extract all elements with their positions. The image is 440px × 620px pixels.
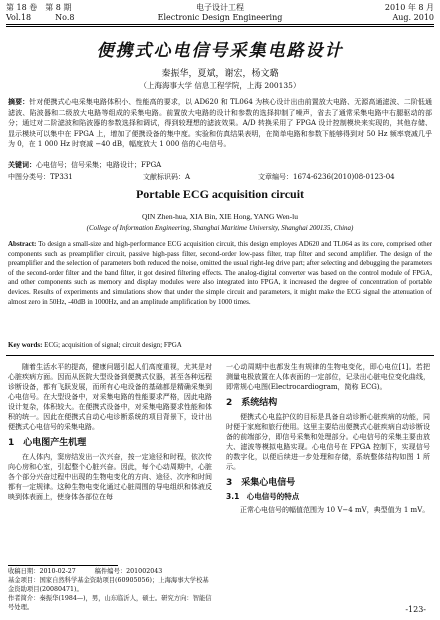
abstract-cn xyxy=(8,97,432,150)
fund-project: 基金项目：国家自然科学基金资助项目(60905056)；上海海事大学校基金资助项目(20080471)。 xyxy=(8,577,209,593)
keywords-cn xyxy=(8,160,432,170)
clc-number: 中图分类号：TP331 xyxy=(8,173,73,181)
keywords-en xyxy=(8,341,432,349)
abstract-en xyxy=(8,240,432,307)
body-column-left xyxy=(8,362,212,504)
paper-title-en: Portable ECG acquisition circuit xyxy=(135,187,305,201)
keywords-cn-text: 心电信号；信号采集；电路设计；FPGA xyxy=(36,161,162,169)
author-bio: 作者简介：秦振华(1984—)，男，山东临沂人，硕士。研究方向：智能信号处理。 xyxy=(8,595,212,611)
keywords-en-text: ECG; acquisition of signal; circuit design; FPGA xyxy=(44,341,182,349)
affiliation-en: (College of Information Engineering, Shanghai Maritime University, Shanghai 200135, China) xyxy=(86,224,354,232)
section-3-1-paragraph: 正常心电信号的幅值范围为 10 V−4 mV，典型值为 1 mV。 xyxy=(240,506,430,514)
page-number: -123- xyxy=(405,605,426,614)
volume-cn: 第 18 卷 第 8 期 xyxy=(6,3,72,12)
body-column-right xyxy=(226,362,430,517)
abstract-en-text: To design a small-size and high-performance ECG acquisition circuit, this design employes AD620 and TL064 as its core, comprised other components such as preamplifier circuit, passive high-pass filter, second-order low-pass filter, trap filter and second amplifier. The design of the preamplifier and the selection of parameters both reduced the noise, omitted the usual right-leg drive part; after selecting and debugging the parameters of the second-order filter and the band filter, it got desired filtering effects. The analog-digital converter was based on the control module of FPGA, and other components such as memory and display modules were also integrated into FPGA, it increased the degree of concentration of portable devices. Results of experiments and simulations show that under the simple circuit and parameters, it might make the ECG signal the attenuation of almost zero in 50Hz, -40dB in 1000Hz, and an amplitude amplification by 1000 times. xyxy=(8,240,433,306)
authors-cn: 秦振华，夏斌，谢宏，杨文璐 xyxy=(161,69,279,79)
date-cn: 2010 年 8 月 xyxy=(384,3,434,12)
volume-en: Vol.18 No.8 xyxy=(6,13,75,22)
abstract-cn-label: 摘要： xyxy=(8,97,30,106)
keywords-cn-label: 关键词： xyxy=(8,160,36,169)
article-number: 文章编号：1674-6236(2010)08-0123-04 xyxy=(258,173,395,181)
received-date: 收稿日期：2010-02-27 稿件编号：201002043 xyxy=(8,568,163,575)
classification-meta xyxy=(8,172,432,182)
footnote-rule xyxy=(8,565,118,566)
affiliation-cn: （上海海事大学 信息工程学院，上海 200135） xyxy=(139,81,301,90)
authors-en: QIN Zhen-hua, XIA Bin, XIE Hong, YANG Wen-lu xyxy=(141,212,299,221)
section-1-paragraph: 在人体内，窦房结发出一次兴奋，按一定途径和时程，依次传向心房和心室，引起整个心脏兴奋。因此，每个心动周期中，心脏各个部分兴奋过程中出现的生物电变化的方向、途径、次序和时间都有一定规律。这种生物电变化通过心脏周围的导电组织和体液反映到体表面上，使身体各部位在每 xyxy=(8,453,212,501)
issue-date xyxy=(354,3,434,23)
section-heading-3: 3 采集心电信号 xyxy=(226,478,296,488)
date-en: Aug. 2010 xyxy=(392,13,434,22)
document-code: 文献标识码：A xyxy=(143,173,191,181)
header-rule xyxy=(6,24,434,25)
running-header xyxy=(6,3,434,25)
intro-paragraph: 随着生活水平的提高，健康问题引起人们高度重视，尤其是对心脏疾病方面。因而从医院大型设备到便携式仪器，甚至各种远程诊断设备，都有飞跃发展，而所有心电设备的基础都是精确采集到心电信号。在大型设备中，对采集电路的性能要求严格，因此电路设计复杂，体积较大。在便携式设备中，对采集电路要求性能和体积的统一。因此在便携式自动心电诊断系统的项目背景下，设计出便携式心电信号的采集电路。 xyxy=(8,363,212,431)
section-2-paragraph: 便携式心电监护仪的目标是具备自动诊断心脏疾病的功能，同时便于家庭和旅行使用。这里主要给出便携式心脏疾病自动诊断设备的前端部分，即信号采集和处理部分。心电信号的采集主要由放大、滤波等模拟电路实现。心电信号在 FPGA 控制下，实现信号的数字化，以便后续进一步处理和存储，系统整体结构如图 1 所示。 xyxy=(226,413,430,471)
abstract-en-label: Abstract: xyxy=(8,240,37,248)
journal-name-en: Electronic Design Engineering xyxy=(157,13,283,22)
journal-name-cn: 电子设计工程 xyxy=(196,3,244,12)
keywords-en-label: Key words: xyxy=(8,341,43,349)
paper-title-cn: 便携式心电信号采集电路设计 xyxy=(96,41,344,61)
subsection-heading-3-1: 3.1 心电信号的特点 xyxy=(226,492,300,501)
continued-paragraph: 一心动周期中也都发生有规律的生物电变化，即心电位[1]。若把测量电极放置在人体表面的一定部位，记录出心脏电位变化曲线，即常规心电图(Electrocardiogram，简称 ECG)。 xyxy=(226,363,430,391)
section-heading-1: 1 心电图产生机理 xyxy=(8,438,87,448)
section-divider xyxy=(6,355,434,356)
footnote xyxy=(8,567,212,612)
section-heading-2: 2 系统结构 xyxy=(226,398,278,408)
header-rule-thin xyxy=(6,26,434,27)
abstract-cn-text: 针对便携式心电采集电路体积小、性能高的要求，以 AD620 和 TL064 为核心设计出由前置放大电路、无源高通滤波、二阶低通滤波、陷波器和二级放大电路等组成的采集电路。前置放大电路的设计和参数的选择抑制了噪声，省去了通常采集电路中右腿驱动的部分；通过对二阶滤波和陷波器的参数选择和调试，得到较理想的滤波效果。A/D 转换采用了 FPGA 设计控制模块来实现的，其他存储、显示模块可以集中在 FPGA 上，增加了便携设备的集中度。实验和仿真结果表明，在简单电路和参数下能够得到对 50 Hz 频率衰减几乎为 0，在 1 000 Hz 时衰减 −40 dB，幅度放大 1 000 倍的心电信号。 xyxy=(8,98,433,148)
